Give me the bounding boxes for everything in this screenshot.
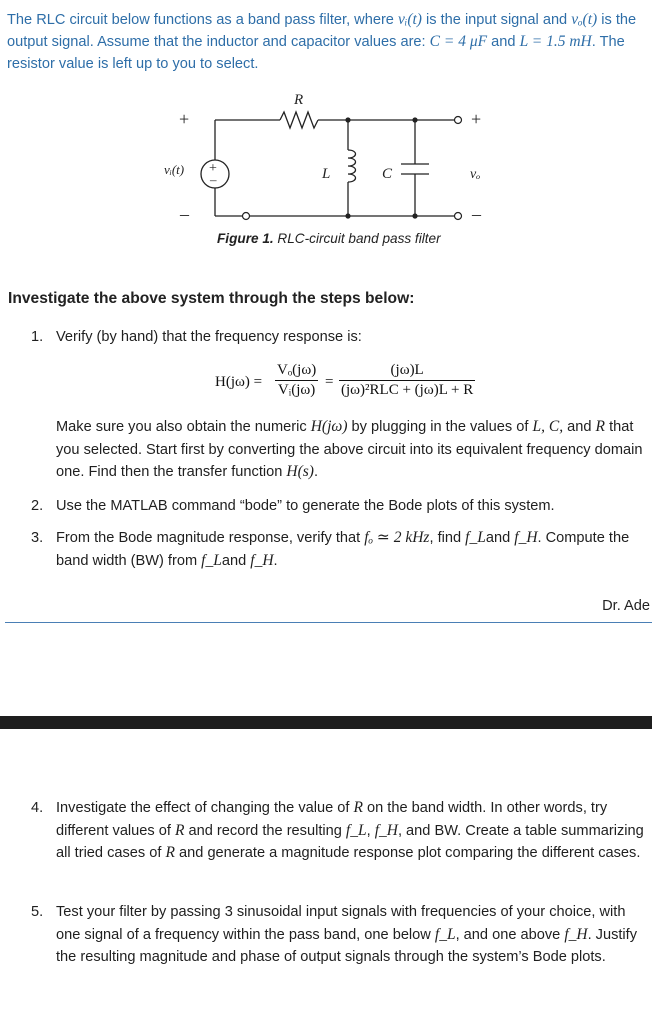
inductor-value: L = 1.5 mH	[519, 33, 592, 50]
output-plus-sign: +	[471, 109, 482, 129]
step-text: and generate a magnitude response plot comparing the different cases.	[174, 845, 641, 861]
step-text: and	[221, 552, 251, 569]
input-plus-sign: +	[179, 109, 190, 129]
math-symbol: R	[175, 821, 185, 839]
equals-sign: =	[325, 374, 334, 390]
output-terminal-bottom	[455, 213, 462, 220]
math-symbol: f_H	[564, 925, 588, 943]
step-number: 1.	[31, 329, 44, 345]
intro-text: The RLC circuit below functions as a band pass filter, where	[7, 12, 398, 28]
math-symbol: f_L	[434, 925, 456, 943]
step-text: and	[563, 419, 596, 435]
math-symbol: f_L	[345, 821, 367, 839]
math-symbol: H(s)	[286, 463, 314, 480]
output-terminal-top	[455, 117, 462, 124]
fraction-numerator: (jω)L	[390, 362, 424, 378]
step-text: Make sure you also obtain the numeric	[56, 419, 311, 435]
step-text: that you selected. Start first by converting the above circuit into its equivalent frequency domain one. Find then the transfer function	[56, 419, 643, 480]
inductor-symbol	[348, 150, 356, 182]
resistor-label: R	[294, 92, 304, 108]
step-text: . Justify the resulting magnitude and phase of output signals through the system’s Bode plots.	[56, 926, 638, 965]
vi-symbol: vᵢ(t)	[397, 11, 422, 28]
step-text: Use the MATLAB command “bode” to generate the Bode plots of this system.	[56, 498, 555, 514]
intro-paragraph	[7, 9, 647, 75]
section-heading: Investigate the above system through the steps below:	[8, 290, 415, 307]
math-symbol: L, C,	[532, 418, 564, 435]
figure-caption	[217, 231, 441, 246]
source-plus-sign: +	[209, 161, 217, 176]
intro-text: is the input signal and	[421, 12, 572, 28]
step-text: .	[273, 552, 278, 569]
math-symbol: R	[595, 418, 606, 435]
figure-caption-text: RLC-circuit band pass filter	[273, 231, 441, 246]
math-symbol: f_H	[514, 529, 538, 546]
step-text: Test your filter by passing 3 sinusoidal input signals with frequencies of your choice, with one signal of a frequency within the pass band, one below	[56, 904, 626, 943]
step-text: , and BW. Create a table summarizing all tried cases of	[56, 822, 644, 861]
math-symbol: R	[165, 844, 175, 861]
step-text: by plugging in the values of	[347, 419, 533, 435]
math-symbol: R	[353, 799, 363, 816]
intro-text: . The resistor value is left up to you to select.	[7, 34, 625, 72]
math-symbol: fₒ ≃ 2 kHz	[364, 529, 430, 546]
step-text: and record the resulting	[184, 822, 346, 839]
page-divider	[5, 622, 652, 623]
math-symbol: f_H	[250, 551, 274, 569]
step-text: Investigate the effect of changing the value of	[56, 800, 354, 816]
intro-text: is the output signal. Assume that the inductor and capacitor values are:	[7, 12, 637, 50]
step-number: 3.	[31, 530, 44, 546]
figure-number: Figure 1.	[217, 231, 274, 246]
math-symbol: f_H	[374, 821, 398, 839]
page-break-band	[0, 716, 652, 729]
output-voltage-label: vₒ	[470, 167, 481, 182]
step-text: and	[485, 530, 515, 546]
capacitor-label: C	[382, 166, 393, 182]
math-symbol: f_L	[201, 551, 222, 569]
step-text: , and one above	[455, 926, 565, 943]
rlc-circuit-diagram	[150, 88, 510, 228]
step-text: . Compute the band width (BW) from	[56, 530, 630, 569]
input-minus-sign: –	[180, 204, 189, 224]
source-minus-sign: –	[210, 172, 217, 187]
step-1	[31, 326, 644, 349]
step-2	[31, 495, 644, 518]
vo-symbol: vₒ(t)	[571, 11, 598, 28]
step-1-instructions	[56, 416, 644, 484]
fraction-numerator: Vₒ(jω)	[277, 362, 317, 378]
author-name: Dr. Ade	[602, 598, 650, 614]
math-symbol: H(jω)	[310, 418, 348, 435]
capacitor-value: C = 4 μF	[429, 33, 488, 50]
step-text: on the band width. In other words, try different values of	[56, 800, 608, 839]
step-3	[31, 527, 644, 572]
step-text: ,	[366, 822, 375, 839]
rlc-fraction	[339, 362, 475, 399]
input-voltage-label: vᵢ(t)	[164, 162, 185, 177]
fraction-denominator: (jω)²RLC + (jω)L + R	[341, 382, 474, 398]
step-text: From the Bode magnitude response, verify that	[56, 530, 365, 546]
intro-text: and	[487, 34, 520, 50]
equation-lhs: H(jω) =	[215, 374, 263, 390]
step-number: 5.	[31, 904, 44, 920]
step-number: 4.	[31, 800, 44, 816]
step-text: .	[313, 464, 319, 480]
step-5	[31, 901, 644, 969]
voltage-ratio-fraction	[275, 362, 318, 399]
fraction-denominator: Vᵢ(jω)	[275, 380, 318, 399]
output-minus-sign: –	[472, 204, 481, 224]
math-symbol: f_L	[465, 529, 486, 546]
inductor-label: L	[322, 166, 331, 182]
step-4	[31, 797, 644, 865]
step-number: 2.	[31, 498, 44, 514]
step-text: Verify (by hand) that the frequency response is:	[56, 329, 362, 345]
step-text: , find	[429, 530, 466, 546]
input-terminal-bottom	[243, 213, 250, 220]
resistor-symbol	[280, 112, 318, 128]
